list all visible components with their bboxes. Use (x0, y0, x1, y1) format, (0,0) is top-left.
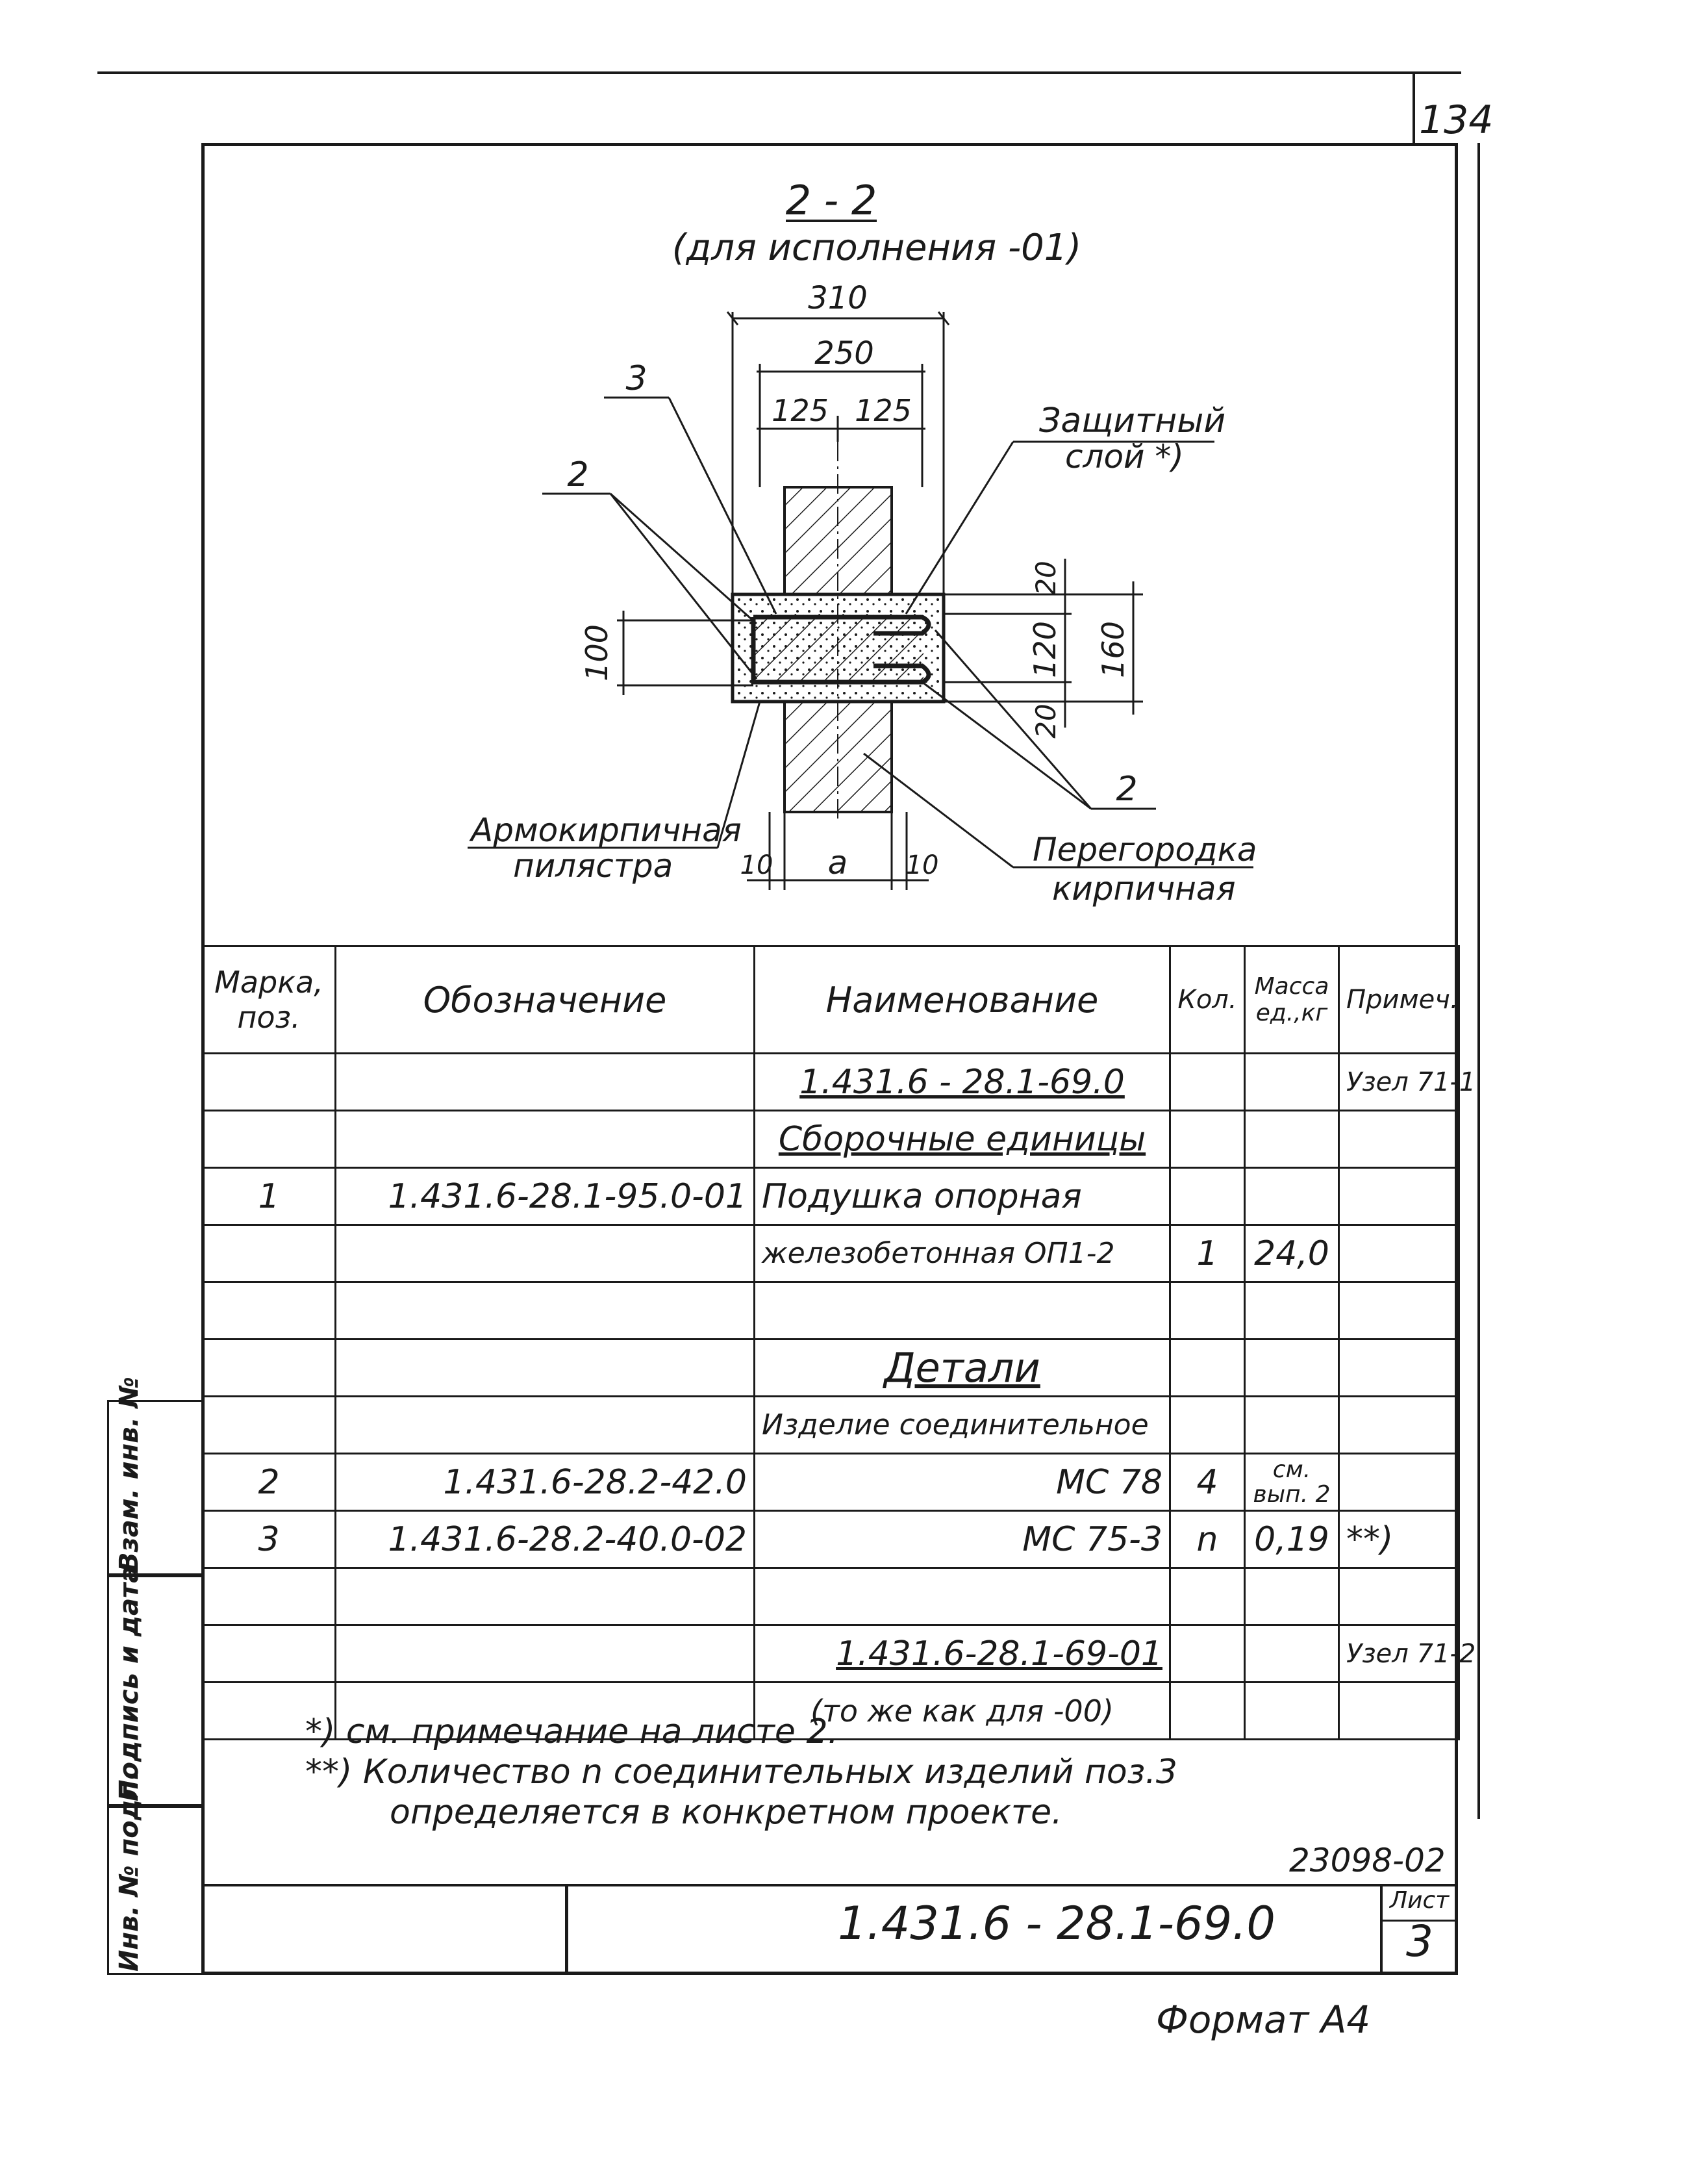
cell-mark: 1 (203, 1168, 336, 1225)
cell-mass: 24,0 (1245, 1225, 1339, 1282)
cell-designation: 1.431.6-28.2-42.0 (336, 1454, 755, 1511)
cell-designation (336, 1568, 755, 1625)
sheet-number: 134 (1419, 97, 1494, 143)
callout-pos2-right: 2 (1116, 770, 1138, 809)
dim-core-height: 120 (1027, 621, 1062, 678)
cell-mark (203, 1397, 336, 1454)
cell-qty (1170, 1340, 1245, 1397)
cell-note (1339, 1682, 1459, 1740)
dim-right-offset: 10 (905, 850, 939, 880)
cell-designation (336, 1225, 755, 1282)
header-mark: Марка, поз. (203, 946, 336, 1054)
callout-protective-layer-2: слой *) (1065, 438, 1184, 476)
cell-qty (1170, 1568, 1245, 1625)
side-cell-exch-inv (107, 1377, 201, 1575)
cell-name: МС 78 (755, 1454, 1170, 1511)
side-cell-orig-inv (107, 1770, 201, 1975)
cell-name (755, 1625, 1170, 1682)
dim-top-cover: 20 (1030, 561, 1062, 596)
table-row (203, 1282, 1459, 1340)
table-row (203, 1340, 1459, 1397)
callout-pilaster-2: пилястра (513, 847, 673, 885)
dim-half-right: 125 (855, 393, 912, 428)
cell-qty (1170, 1282, 1245, 1340)
table-row (203, 1511, 1459, 1568)
cell-mark (203, 1340, 336, 1397)
cell-qty (1170, 1111, 1245, 1168)
cell-mark (203, 1054, 336, 1111)
cell-mass: см. вып. 2 (1245, 1454, 1339, 1511)
callout-partition-1: Перегородка (1033, 831, 1257, 869)
cell-note (1339, 1340, 1459, 1397)
side-stamp-strip (107, 1377, 201, 1975)
cell-mass (1245, 1282, 1339, 1340)
callout-partition-2: кирпичная (1052, 870, 1236, 908)
cell-name-text: Сборочные единицы (778, 1119, 1146, 1159)
table-row (203, 1225, 1459, 1282)
cell-mass (1245, 1054, 1339, 1111)
section-drawing (0, 0, 1708, 948)
cell-note (1339, 1225, 1459, 1282)
cell-qty (1170, 1168, 1245, 1225)
cell-designation (336, 1625, 755, 1682)
table-row (203, 1111, 1459, 1168)
cell-mark (203, 1111, 336, 1168)
header-note: Примеч. (1339, 946, 1459, 1054)
note-line: *) см. примечание на листе 2. (305, 1712, 839, 1751)
side-label-exch-inv: Взам. инв. № (114, 1377, 144, 1572)
cell-note (1339, 1282, 1459, 1340)
cell-designation (336, 1111, 755, 1168)
cell-qty: 4 (1170, 1454, 1245, 1511)
cell-qty: 1 (1170, 1225, 1245, 1282)
cell-qty (1170, 1625, 1245, 1682)
table-row (203, 1397, 1459, 1454)
table-row (203, 1054, 1459, 1111)
header-qty: Кол. (1170, 946, 1245, 1054)
cell-designation (336, 1282, 755, 1340)
dim-partition-thickness: a (827, 844, 848, 882)
cell-name-text: 1.431.6-28.1-69-01 (836, 1634, 1162, 1673)
cell-designation (336, 1397, 755, 1454)
header-name: Наименование (755, 946, 1170, 1054)
cell-designation: 1.431.6-28.2-40.0-02 (336, 1511, 755, 1568)
callout-pos2-left: 2 (567, 455, 589, 494)
cell-mass (1245, 1340, 1339, 1397)
callout-pilaster-1: Армокирпичная (471, 811, 742, 849)
table-row (203, 1625, 1459, 1682)
callout-pos3: 3 (625, 359, 647, 398)
cell-note (1339, 1397, 1459, 1454)
cell-qty (1170, 1397, 1245, 1454)
cell-name-text: 1.431.6 - 28.1-69.0 (799, 1062, 1125, 1102)
header-designation: Обозначение (336, 946, 755, 1054)
cell-mark (203, 1282, 336, 1340)
dim-overall-width: 310 (808, 280, 868, 316)
cell-mark (203, 1625, 336, 1682)
cell-qty: n (1170, 1511, 1245, 1568)
paper-format: Формат А4 (1156, 1998, 1371, 2042)
dim-half-left: 125 (772, 393, 829, 428)
cell-qty (1170, 1054, 1245, 1111)
cell-mass: 0,19 (1245, 1511, 1339, 1568)
table-row (203, 1568, 1459, 1625)
notes-block (305, 1712, 1177, 1833)
inventory-number: 23098-02 (1289, 1842, 1446, 1879)
cell-mass (1245, 1168, 1339, 1225)
note-line: **) Количество n соединительных изделий поз.3 (305, 1753, 1177, 1792)
cell-note: **) (1339, 1511, 1459, 1568)
dim-left-offset: 10 (740, 850, 773, 880)
cell-name: МС 75-3 (755, 1511, 1170, 1568)
dim-total-height: 160 (1096, 621, 1131, 678)
sheet-label: Лист (1390, 1887, 1450, 1914)
table-row (203, 1168, 1459, 1225)
cell-mark: 3 (203, 1511, 336, 1568)
cell-name (755, 1054, 1170, 1111)
document-code: 1.431.6 - 28.1-69.0 (838, 1897, 1275, 1950)
sheet-value: 3 (1406, 1916, 1433, 1966)
cell-designation (336, 1340, 755, 1397)
cell-mass (1245, 1625, 1339, 1682)
cell-note (1339, 1111, 1459, 1168)
side-label-orig-inv: Инв. № подл. (114, 1770, 144, 1972)
cell-mark: 2 (203, 1454, 336, 1511)
dim-cushion-height: 100 (579, 624, 614, 681)
cell-name: Изделие соединительное (755, 1397, 1170, 1454)
cell-note (1339, 1454, 1459, 1511)
specification-table (201, 945, 1476, 1740)
callout-protective-layer-1: Защитный (1039, 401, 1226, 440)
cell-note (1339, 1568, 1459, 1625)
cell-name: (то же как для -00) (755, 1682, 1170, 1740)
cell-note (1339, 1168, 1459, 1225)
cell-name: Подушка опорная (755, 1168, 1170, 1225)
table-header-row (203, 946, 1459, 1054)
cell-name-text: Детали (884, 1344, 1040, 1391)
cell-mass (1245, 1111, 1339, 1168)
dim-inner-width: 250 (814, 335, 874, 372)
side-label-signature: Подпись и дата (114, 1565, 144, 1801)
cell-mass (1245, 1397, 1339, 1454)
cell-mark (203, 1225, 336, 1282)
cell-name (755, 1568, 1170, 1625)
section-subtitle: (для исполнения -01) (672, 227, 1082, 269)
header-mass: Масса ед.,кг (1245, 946, 1339, 1054)
cell-note: Узел 71-2 (1339, 1625, 1459, 1682)
cell-name (755, 1111, 1170, 1168)
note-line: определяется в конкретном проекте. (390, 1793, 1062, 1832)
section-title: 2 - 2 (785, 177, 877, 224)
cell-mark (203, 1568, 336, 1625)
cell-name (755, 1282, 1170, 1340)
cell-designation: 1.431.6-28.1-95.0-01 (336, 1168, 755, 1225)
cell-name (755, 1340, 1170, 1397)
cell-mass (1245, 1568, 1339, 1625)
cell-qty (1170, 1682, 1245, 1740)
cell-mass (1245, 1682, 1339, 1740)
dim-bottom-cover: 20 (1030, 704, 1062, 739)
table-row (203, 1454, 1459, 1511)
cell-note: Узел 71-1 (1339, 1054, 1459, 1111)
cell-designation (336, 1054, 755, 1111)
cell-name: железобетонная ОП1-2 (755, 1225, 1170, 1282)
